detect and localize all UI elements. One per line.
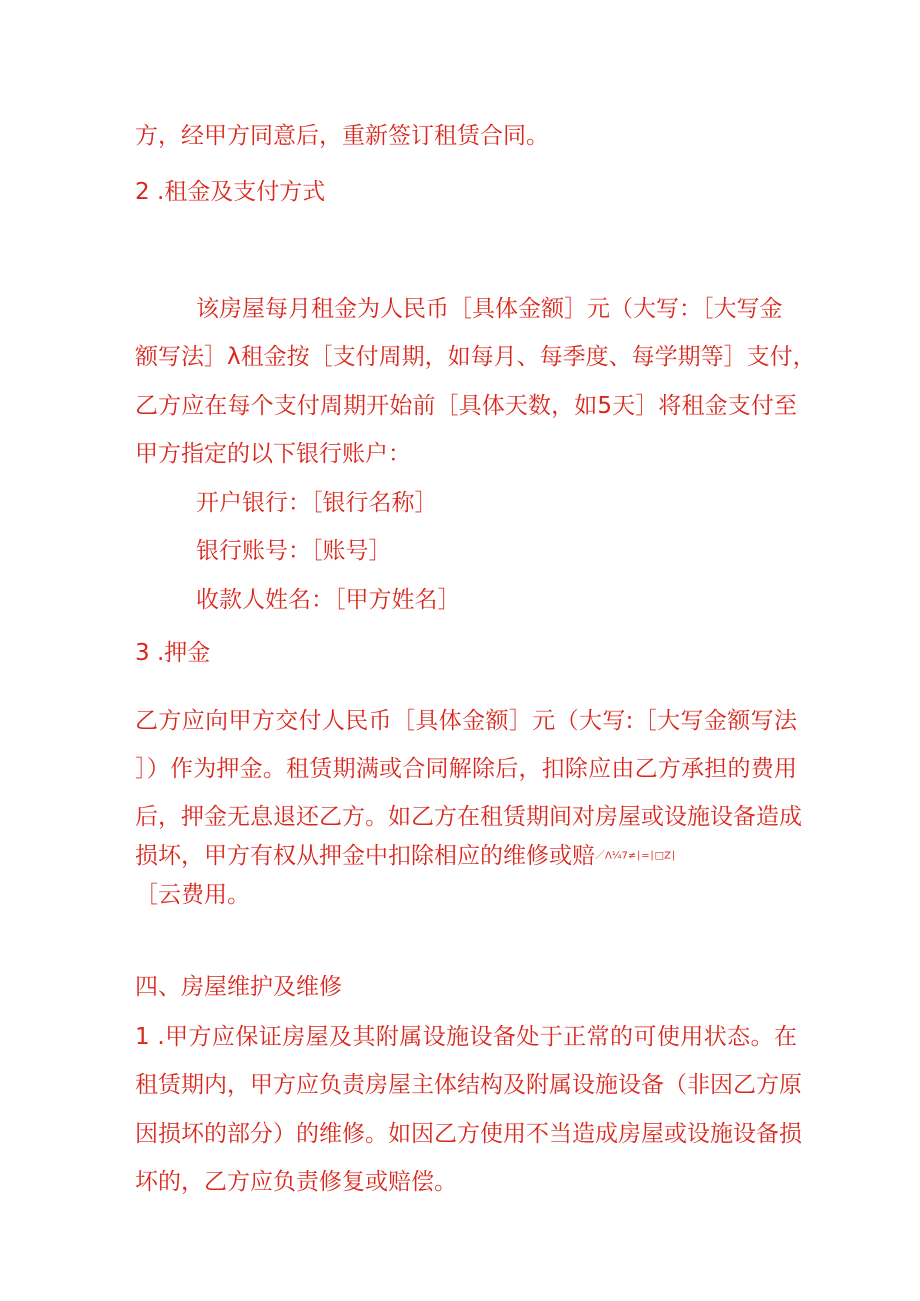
text-line: 租赁期内，甲方应负责房屋主体结构及附属设施设备（非因乙方原: [135, 1072, 802, 1098]
text-segment: 损坏，甲方有权从押金中扣除相应的维修或赔: [135, 843, 595, 869]
text-line: ［云费用。: [135, 882, 250, 908]
text-line: 乙方应向甲方交付人民币［具体金额］元（大写:［大写金额写法: [135, 708, 797, 734]
payee-name-line: 收款人姓名：［甲方姓名］: [196, 587, 461, 613]
text-line: 方，经甲方同意后，重新签订租赁合同。: [135, 123, 549, 149]
text-line: [135, 841, 676, 871]
garbled-text: ／Λ¼7≠∣=∣□Z∣: [595, 850, 676, 862]
text-line: 该房屋每月租金为人民币［具体金额］元（大写：［大写金: [196, 296, 783, 322]
section-heading: 2 .租金及支付方式: [135, 179, 326, 205]
text-line: 额写法］λ租金按［支付周期，如每月、每季度、每学期等］支付，: [135, 344, 816, 370]
bank-account-line: 银行账号：［账号］: [196, 538, 392, 564]
bank-name-line: 开户银行：［银行名称］: [196, 490, 438, 516]
text-line: ］）作为押金。租赁期满或合同解除后，扣除应由乙方承担的费用: [135, 756, 797, 782]
text-line: 因损坏的部分）的维修。如因乙方使用不当造成房屋或设施设备损: [135, 1121, 802, 1147]
text-line: 坏的，乙方应负责修复或赔偿。: [135, 1169, 457, 1195]
text-line: 1 .甲方应保证房屋及其附属设施设备处于正常的可使用状态。在: [135, 1024, 797, 1050]
text-line: 甲方指定的以下银行账户：: [135, 441, 411, 467]
text-line: 后，押金无息退还乙方。如乙方在租赁期间对房屋或设施设备造成: [135, 804, 802, 830]
section-heading: 四、房屋维护及维修: [135, 974, 342, 1000]
section-heading: 3 .押金: [135, 640, 211, 666]
text-line: 乙方应在每个支付周期开始前［具体天数，如5天］将租金支付至: [135, 393, 797, 419]
